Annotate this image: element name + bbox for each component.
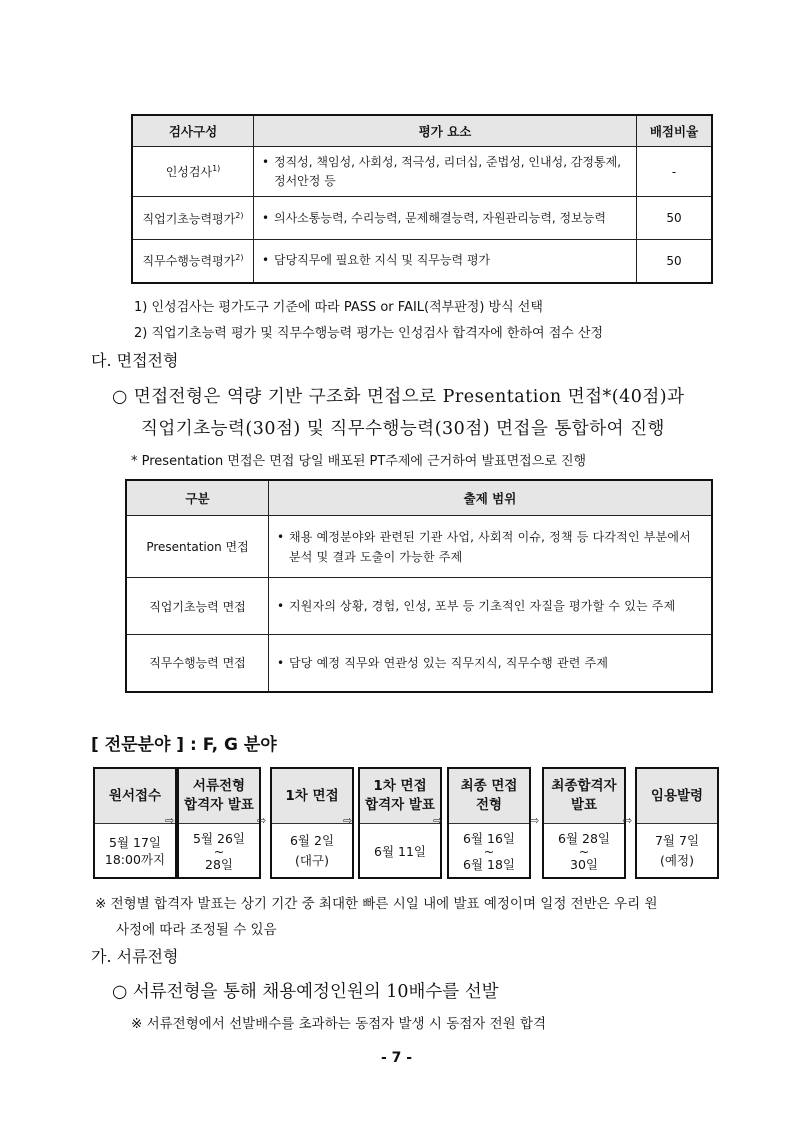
step-date: 6월 11일	[374, 843, 426, 859]
table-header-row	[132, 115, 712, 147]
arrow-right-icon: ⇨	[623, 814, 633, 827]
timeline-step	[358, 767, 442, 879]
row-name-cell	[132, 147, 254, 197]
row-name-cell	[132, 240, 254, 283]
interview-note: * Presentation 면접은 면접 당일 배포된 PT주제에 근거하여 발표면접으로 진행	[131, 454, 587, 469]
footnote-mark: 2)	[235, 210, 244, 220]
row-name: Presentation 면접	[126, 516, 269, 578]
row-name: 직무수행능력평가	[142, 254, 236, 269]
row-desc: 정직성, 책임성, 사회성, 적극성, 리더십, 준법성, 인내성, 감정통제, 정서안정 등	[274, 154, 622, 188]
step-title: 임용발령	[637, 769, 717, 824]
step-date: 6월 2일 (대구)	[289, 833, 335, 868]
step-title: 최종 면접 전형	[449, 769, 529, 824]
bullet-icon: •	[262, 154, 270, 169]
header-cell: 구분	[126, 480, 269, 516]
step-date: 6월 16일 ~ 6월 18일	[463, 830, 515, 872]
timeline-step	[270, 767, 354, 879]
bullet-icon: •	[277, 599, 285, 613]
row-desc: 의사소통능력, 수리능력, 문제해결능력, 자원관리능력, 정보능력	[274, 210, 606, 225]
header-cell: 배점비율	[637, 115, 713, 147]
row-desc-cell	[254, 197, 637, 240]
row-desc-cell	[269, 516, 713, 578]
table-row	[126, 635, 712, 692]
row-desc-cell	[254, 240, 637, 283]
footnote-mark: 1)	[212, 164, 221, 173]
arrow-right-icon: ⇨	[165, 814, 175, 827]
arrow-right-icon: ⇨	[530, 814, 540, 827]
timeline-note: 사정에 따라 조정될 수 있음	[116, 922, 277, 938]
arrow-right-icon: ⇨	[257, 814, 267, 827]
step-date: 5월 26일 ~ 28일	[193, 830, 245, 872]
interview-line: 면접전형은 역량 기반 구조화 면접으로 Presentation 면접*(40점)과	[133, 387, 685, 407]
step-date: 7월 7일 (예정)	[654, 833, 700, 868]
bullet-icon: •	[277, 529, 285, 544]
step-date: 5월 17일 18:00까지	[104, 835, 166, 867]
evaluation-table	[131, 114, 713, 284]
circle-bullet-icon: ○	[112, 982, 128, 1002]
interview-paragraph	[112, 383, 685, 408]
row-desc: 지원자의 상황, 경험, 인성, 포부 등 기초적인 자질을 평가할 수 있는 주제	[289, 599, 676, 613]
table-row	[126, 516, 712, 578]
step-title: 최종합격자 발표	[544, 769, 624, 824]
timeline-step	[542, 767, 626, 879]
bullet-icon: •	[262, 253, 270, 268]
row-name: 인성검사	[165, 165, 213, 179]
timeline-step	[447, 767, 531, 879]
bullet-icon: •	[277, 655, 285, 670]
step-date: 6월 28일 ~ 30일	[558, 830, 610, 872]
row-desc: 채용 예정분야와 관련된 기관 사업, 사회적 이슈, 정책 등 다각적인 부분에서 분석 및 결과 도출이 가능한 주제	[289, 529, 691, 564]
arrow-right-icon: ⇨	[343, 814, 353, 827]
page-number: - 7 -	[380, 1050, 413, 1066]
table-footnote: 1) 인성검사는 평가도구 기준에 따라 PASS or FAIL(적부판정) 방식 선택	[134, 300, 543, 315]
bullet-icon: •	[262, 210, 270, 225]
table-footnote: 2) 직업기초능력 평가 및 직무수행능력 평가는 인성검사 합격자에 한하여 점수 산정	[134, 326, 604, 341]
section-heading-interview: 다. 면접전형	[91, 351, 179, 370]
row-name: 직업기초능력평가	[142, 211, 236, 226]
table-row	[126, 578, 712, 635]
header-cell: 출제 범위	[269, 480, 713, 516]
interview-line: 직업기초능력(30점) 및 직무수행능력(30점) 면접을 통합하여 진행	[141, 419, 665, 439]
timeline-note: ※ 전형별 합격자 발표는 상기 기간 중 최대한 빠른 시일 내에 발표 예정이며 일정 전반은 우리 원	[95, 896, 658, 912]
table-header-row	[126, 480, 712, 516]
row-score: 50	[637, 197, 713, 240]
specialty-heading: [ 전문분야 ] : F, G 분야	[91, 735, 277, 755]
arrow-right-icon: ⇨	[433, 814, 443, 827]
row-desc-cell	[254, 147, 637, 197]
row-desc-cell	[269, 635, 713, 692]
interview-scope-table	[125, 479, 713, 693]
circle-bullet-icon: ○	[112, 387, 128, 407]
step-title: 서류전형 합격자 발표	[179, 769, 259, 824]
header-cell: 평가 요소	[254, 115, 637, 147]
timeline-step	[635, 767, 719, 879]
row-score: 50	[637, 240, 713, 283]
step-title: 원서접수	[95, 769, 175, 824]
row-desc: 담당 예정 직무와 연관성 있는 직무지식, 직무수행 관련 주제	[289, 655, 609, 670]
row-name-cell	[132, 197, 254, 240]
section-heading-document: 가. 서류전형	[91, 947, 179, 966]
timeline-step	[177, 767, 261, 879]
table-row	[132, 147, 712, 197]
document-note: ※ 서류전형에서 선발배수를 초과하는 동점자 발생 시 동점자 전원 합격	[131, 1016, 547, 1032]
row-desc-cell	[269, 578, 713, 635]
document-line: 서류전형을 통해 채용예정인원의 10배수를 선발	[132, 982, 499, 1002]
header-cell: 검사구성	[132, 115, 254, 147]
step-title: 1차 면접	[272, 769, 352, 824]
table-row	[132, 197, 712, 240]
footnote-mark: 2)	[235, 253, 244, 263]
row-score: -	[637, 147, 713, 197]
row-name: 직업기초능력 면접	[126, 578, 269, 635]
table-row	[132, 240, 712, 283]
document-paragraph	[112, 978, 499, 1003]
row-name: 직무수행능력 면접	[126, 635, 269, 692]
step-title: 1차 면접 합격자 발표	[360, 769, 440, 824]
row-desc: 담당직무에 필요한 지식 및 직무능력 평가	[274, 253, 491, 268]
